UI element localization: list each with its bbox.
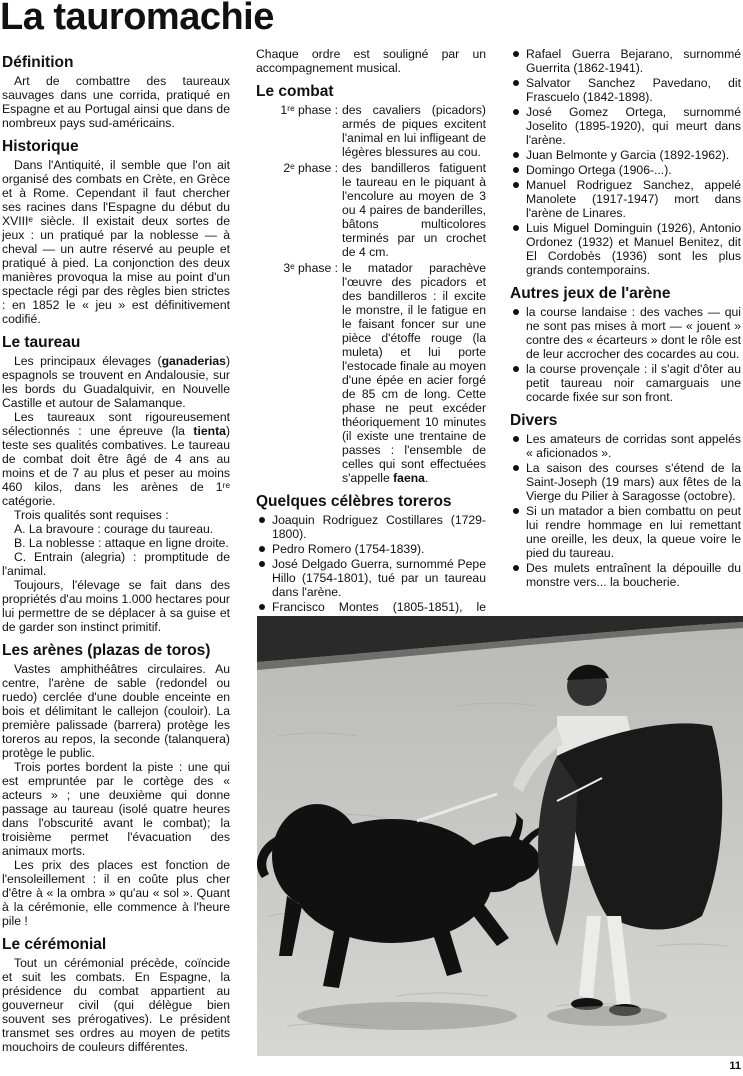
list-item: Domingo Ortega (1906-...).: [510, 163, 741, 177]
phase-text: des cavaliers (picadors) armés de piques excitent l'animal en lui infligeant de légères blessures au cou.: [342, 103, 486, 159]
section-heading-historique: Historique: [2, 138, 79, 155]
phase-text: des bandilleros fatiguent le taureau en le piquant à l'encolure au moyen de 3 ou 4 paires de banderilles, bâtons multicolores terminés par un crochet de 4 cm.: [342, 161, 486, 259]
taureau-paragraph-1: Les principaux élevages (ganaderias) espagnols se trouvent en Andalousie, sur les bords du Guadalquivir, en Nouvelle Castille et autour de Salamanque.: [2, 354, 230, 410]
combat-phase-1: [256, 103, 486, 159]
phase-text: le matador parachève l'œuvre des picadors et des bandilleros : il excite le monstre, il le fatigue en le faisant foncer sur une pièce d'étoffe rouge (la muleta) et lui porte l'estocade finale au moyen d'une épée en acier forgé de 85 cm de long. Cette phase ne peut excéder théoriquement 10 minutes (il existe une trentaine de passes : l'ensemble de celles qui sont effectuées s'appelle faena.: [342, 261, 486, 485]
page-number: 11: [729, 1060, 741, 1072]
combat-phase-3: [256, 261, 486, 485]
list-item: Si un matador a bien combattu on peut lui rendre hommage en lui remettant une oreille, les deux, la queue voire le pied du taureau.: [510, 504, 741, 560]
list-item: la course landaise : des vaches — qui ne sont pas mises à mort — « jouent » contre des « écarteurs » dont le rôle est de leur accrocher des cocardes au cou.: [510, 305, 741, 361]
ceremonial-paragraph-1: Tout un cérémonial précède, coïncide et suit les combats. En Espagne, la présidence du combat appartient au gouverneur civil (qui délègue bien souvent ses prérogatives). Le président transmet ses ordres au moyen de petits mouchoirs de couleurs différentes.: [2, 956, 230, 1054]
bullfight-photo: [257, 616, 743, 1056]
list-item: la course provençale : il s'agit d'ôter au petit taureau noir camarguais une cocarde fixée sur son front.: [510, 362, 741, 404]
list-item: Salvator Sanchez Pavedano, dit Frascuelo (1842-1898).: [510, 76, 741, 104]
section-heading-definition: Définition: [2, 54, 74, 71]
section-heading-autres-jeux: Autres jeux de l'arène: [510, 285, 671, 302]
toreros-list: [256, 513, 486, 628]
page-title: La tauromachie: [0, 0, 274, 38]
combat-phase-2: [256, 161, 486, 259]
list-item: Pedro Romero (1754-1839).: [256, 542, 486, 556]
column-left: [2, 54, 230, 1054]
list-item: La saison des courses s'étend de la Saint-Joseph (19 mars) aux fêtes de la Vierge du Pilier à Saragosse (octobre).: [510, 461, 741, 503]
phase-label: 2ᵉ phase :: [283, 161, 338, 175]
definition-text: Art de combattre des taureaux sauvages dans une corrida, pratiqué en Espagne et au Portugal ainsi que dans de nombreux pays sud-américains.: [2, 74, 230, 130]
list-item: José Delgado Guerra, surnommé Pepe Hillo (1754-1801), tué par un taureau dans l'arène.: [256, 557, 486, 599]
quality-b: B. La noblesse : attaque en ligne droite.: [14, 536, 229, 550]
list-item: Luis Miguel Dominguin (1926), Antonio Ordonez (1932) et Manuel Benitez, dit El Cordobès (1936) sont les plus grands contemporains.: [510, 221, 741, 277]
arenes-paragraph-1: Vastes amphithéâtres circulaires. Au centre, l'arène de sable (redondel ou ruedo) cerclée d'une double enceinte en bois et délimitant le callejon (couloir). La première palissade (barrera) protège les toreros au repos, la seconde (talanquera) protège le public.: [2, 662, 230, 760]
section-heading-arenes: Les arènes (plazas de toros): [2, 642, 211, 659]
historique-text: Dans l'Antiquité, il semble que l'on ait organisé des combats en Crète, en Grèce et à Rome. Cependant il faut chercher ses racines dans l'Espagne du début du XVIIIᵉ siècle. Il existait deux sortes de jeux : un pratiqué par la noblesse — à cheval — un autre réservé au peuple et pratiqué à pied. La conjonction des deux manières provoqua la mise au point d'un spectacle régi par des règles bien strictes : en 1852 le « jeu » est définitivement codifié.: [2, 158, 230, 326]
column-middle: [256, 47, 486, 629]
list-item: Manuel Rodriguez Sanchez, appelé Manolete (1917-1947) mort dans l'arène de Linares.: [510, 178, 741, 220]
taureau-paragraph-4: Toujours, l'élevage se fait dans des propriétés d'au moins 1.000 hectares pour lui permettre de se déplacer à sa guise et de garder son instinct primitif.: [2, 578, 230, 634]
section-heading-divers: Divers: [510, 412, 558, 429]
phase-label: 3ᵉ phase :: [283, 261, 338, 275]
autres-jeux-list: [510, 305, 741, 404]
list-item: José Gomez Ortega, surnommé Joselito (1895-1920), qui meurt dans l'arène.: [510, 105, 741, 147]
divers-list: [510, 432, 741, 589]
section-heading-toreros: Quelques célèbres toreros: [256, 493, 452, 510]
taureau-paragraph-2: Les taureaux sont rigoureusement sélectionnés : une épreuve (la tienta) teste ses qualités combatives. Le taureau de combat doit être âgé de 4 ans au moins et de 7 au plus et peser au moins 460 kilos, dans les arènes de 1ʳᵉ catégorie.: [2, 410, 230, 508]
list-item: Francisco Montes (1805-1851), le: [256, 600, 486, 628]
ceremonial-paragraph-2: Chaque ordre est souligné par un accompagnement musical.: [256, 47, 486, 75]
section-heading-taureau: Le taureau: [2, 334, 81, 351]
section-heading-combat: Le combat: [256, 83, 334, 100]
list-item: Rafael Guerra Bejarano, surnommé Guerrita (1862-1941).: [510, 47, 741, 75]
section-heading-ceremonial: Le cérémonial: [2, 936, 107, 953]
quality-a: A. La bravoure : courage du taureau.: [14, 522, 214, 536]
list-item: Joaquin Rodriguez Costillares (1729-1800).: [256, 513, 486, 541]
quality-c: C. Entrain (alegria) : promptitude de l'animal.: [2, 550, 230, 578]
list-item: Juan Belmonte y Garcia (1892-1962).: [510, 148, 741, 162]
phase-label: 1ʳᵉ phase :: [280, 103, 338, 117]
taureau-paragraph-3: Trois qualités sont requises :: [14, 508, 169, 522]
list-item: Les amateurs de corridas sont appelés « aficionados ».: [510, 432, 741, 460]
column-right: [510, 47, 741, 590]
toreros-list-continued: [510, 47, 741, 277]
list-item: Des mulets entraînent la dépouille du monstre vers... la boucherie.: [510, 561, 741, 589]
arenes-paragraph-2: Trois portes bordent la piste : une qui est empruntée par le cortège des « acteurs » ; une deuxième qui donne passage au taureau (isolé quatre heures dans l'obscurité avant le combat); la troisième permet l'évacuation des animaux morts.: [2, 760, 230, 858]
arenes-paragraph-3: Les prix des places est fonction de l'ensoleillement : il en coûte plus cher d'être à « la ombra » qu'au « sol ». Quant à la cérémonie, elle commence à l'heure pile !: [2, 858, 230, 928]
